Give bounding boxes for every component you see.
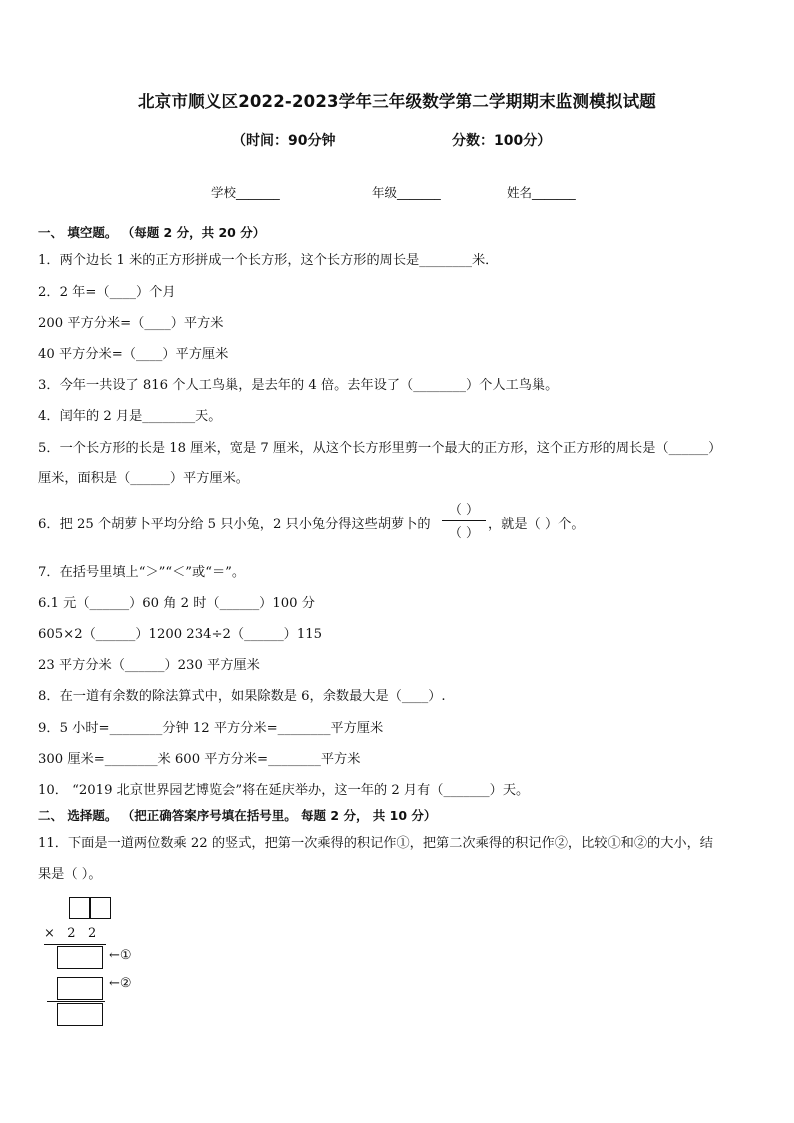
question-6a: 6．把 25 个胡萝卜平均分给 5 只小兔，2 只小兔分得这些胡萝卜的 (38, 517, 431, 532)
question-1: 1．两个边长 1 米的正方形拼成一个长方形，这个长方形的周长是________米． (38, 253, 499, 268)
question-10: 10． “2019 北京世界园艺博览会”将在延庆举办，这一年的 2 月有（_______）天。 (38, 783, 530, 798)
section-multiple-choice: 二、 选择题。 （把正确答案序号填在括号里。 每题 2 分， 共 10 分） (38, 808, 437, 823)
second-product-box (57, 977, 103, 1000)
question-9a: 9．5 小时=________分钟 12 平方分米=________平方厘米 (38, 721, 384, 736)
arrow-label-2: ←② (109, 976, 132, 991)
fraction-denominator: （ ） (448, 526, 480, 541)
question-7a: 6.1 元（______）60 角 2 时（______）100 分 (38, 596, 315, 611)
question-8: 8．在一道有余数的除法算式中，如果除数是 6，余数最大是（____）. (38, 689, 446, 704)
fraction-bar (442, 520, 486, 521)
question-7c: 23 平方分米（______）230 平方厘米 (38, 658, 260, 673)
school-field[interactable]: 学校_______ (211, 185, 280, 200)
question-7b: 605×2（______）1200 234÷2（______）115 (38, 627, 323, 642)
question-3: 3．今年一共设了 816 个人工鸟巢，是去年的 4 倍。去年设了（________）个人工鸟巢。 (38, 378, 559, 393)
question-11b: 果是（ ）。 (38, 867, 102, 882)
question-7: 7．在括号里填上“＞”“＜”或“＝”。 (38, 565, 246, 580)
product-divider-1 (44, 944, 106, 945)
multiplier-row: × 2 2 (44, 926, 97, 941)
digit-box-tens (69, 897, 90, 919)
question-6b: ，就是（ ）个。 (488, 517, 585, 532)
question-2c: 40 平方分米=（____）平方厘米 (38, 347, 229, 362)
question-5a: 5．一个长方形的长是 18 厘米，宽是 7 厘米，从这个长方形里剪一个最大的正方形，这个正方形的周长是（______） (38, 441, 722, 456)
question-2a: 2．2 年=（____）个月 (38, 285, 176, 300)
arrow-label-1: ←① (109, 948, 132, 963)
product-divider-2 (47, 1001, 105, 1002)
fraction-numerator: （ ） (448, 503, 480, 518)
fraction-blank (442, 499, 486, 542)
question-5b: 厘米，面积是（______）平方厘米。 (38, 471, 249, 486)
question-4: 4．闰年的 2 月是________天。 (38, 409, 222, 424)
question-11a: 11．下面是一道两位数乘 22 的竖式，把第一次乘得的积记作①，把第二次乘得的积记作②，比较①和②的大小，结 (38, 836, 713, 851)
exam-time: （时间：90分钟 (232, 133, 336, 149)
section-fill-blank: 一、 填空题。 （每题 2 分，共 20 分） (38, 225, 266, 240)
final-product-box (57, 1003, 103, 1026)
question-2b: 200 平方分米=（____）平方米 (38, 316, 224, 331)
question-9b: 300 厘米=________米 600 平方分米=________平方米 (38, 752, 361, 767)
digit-box-ones (90, 897, 111, 919)
grade-field[interactable]: 年级_______ (372, 185, 441, 200)
name-field[interactable]: 姓名_______ (507, 185, 576, 200)
page-title: 北京市顺义区2022-2023学年三年级数学第二学期期末监测模拟试题 (138, 92, 656, 111)
first-product-box (57, 946, 103, 969)
exam-score: 分数：100分） (452, 133, 552, 149)
